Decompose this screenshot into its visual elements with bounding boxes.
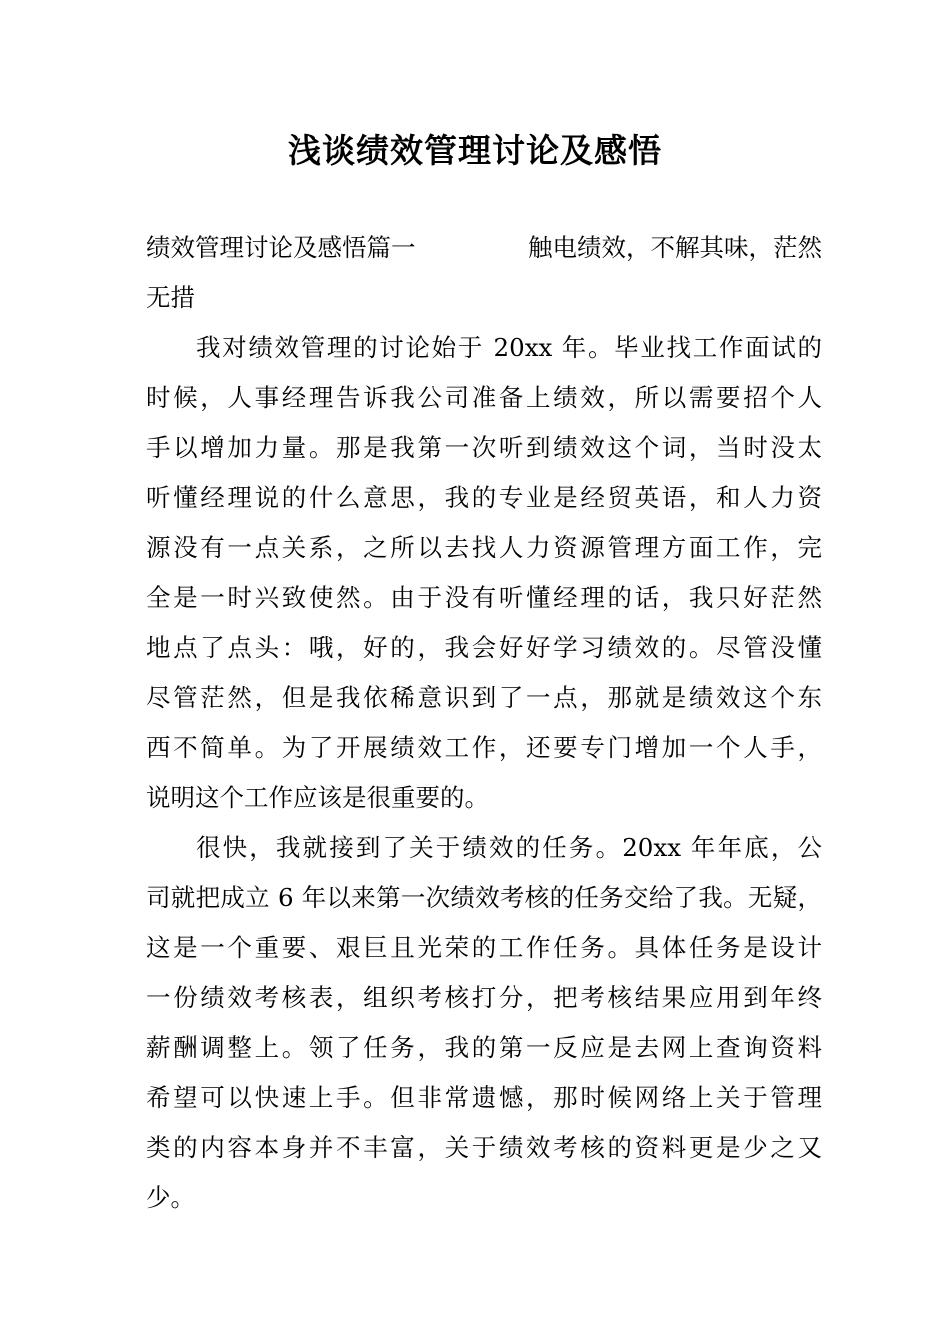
section-heading-subtitle: 触电绩效，不解其味，茫然 — [528, 233, 822, 262]
paragraph-line: 听懂经理说的什么意思，我的专业是经贸英语，和人力资 — [146, 483, 822, 512]
section-heading — [146, 223, 822, 273]
document-title: 浅谈绩效管理讨论及感悟 — [288, 131, 662, 170]
paragraph-1 — [146, 323, 822, 823]
paragraph-line: 一份绩效考核表，组织考核打分，把考核结果应用到年终 — [146, 983, 822, 1012]
paragraph-line: 源没有一点关系，之所以去找人力资源管理方面工作，完 — [146, 533, 822, 562]
paragraph-2 — [146, 823, 822, 1223]
paragraph-line: 手以增加力量。那是我第一次听到绩效这个词，当时没太 — [146, 433, 822, 462]
paragraph-line: 尽管茫然，但是我依稀意识到了一点，那就是绩效这个东 — [146, 683, 822, 712]
paragraph-line: 我对绩效管理的讨论始于 20xx 年。毕业找工作面试的 — [196, 333, 822, 362]
paragraph-line: 司就把成立 6 年以来第一次绩效考核的任务交给了我。无疑， — [146, 883, 822, 912]
paragraph-line: 类的内容本身并不丰富，关于绩效考核的资料更是少之又 — [146, 1133, 822, 1162]
document-body — [146, 223, 822, 1223]
paragraph-line: 时候，人事经理告诉我公司准备上绩效，所以需要招个人 — [146, 383, 822, 412]
paragraph-line: 这是一个重要、艰巨且光荣的工作任务。具体任务是设计 — [146, 933, 822, 962]
paragraph-line: 全是一时兴致使然。由于没有听懂经理的话，我只好茫然 — [146, 583, 822, 612]
paragraph-line: 很快，我就接到了关于绩效的任务。20xx 年年底，公 — [196, 833, 822, 862]
section-heading-subtitle-cont: 无措 — [146, 283, 195, 312]
paragraph-line: 希望可以快速上手。但非常遗憾，那时候网络上关于管理 — [146, 1083, 822, 1112]
paragraph-line: 西不简单。为了开展绩效工作，还要专门增加一个人手， — [146, 733, 822, 762]
section-heading-label: 绩效管理讨论及感悟篇一 — [146, 233, 416, 262]
paragraph-line: 少。 — [146, 1183, 195, 1212]
paragraph-line: 地点了点头：哦，好的，我会好好学习绩效的。尽管没懂 — [146, 633, 822, 662]
paragraph-line: 说明这个工作应该是很重要的。 — [146, 783, 489, 812]
paragraph-line: 薪酬调整上。领了任务，我的第一反应是去网上查询资料 — [146, 1033, 822, 1062]
